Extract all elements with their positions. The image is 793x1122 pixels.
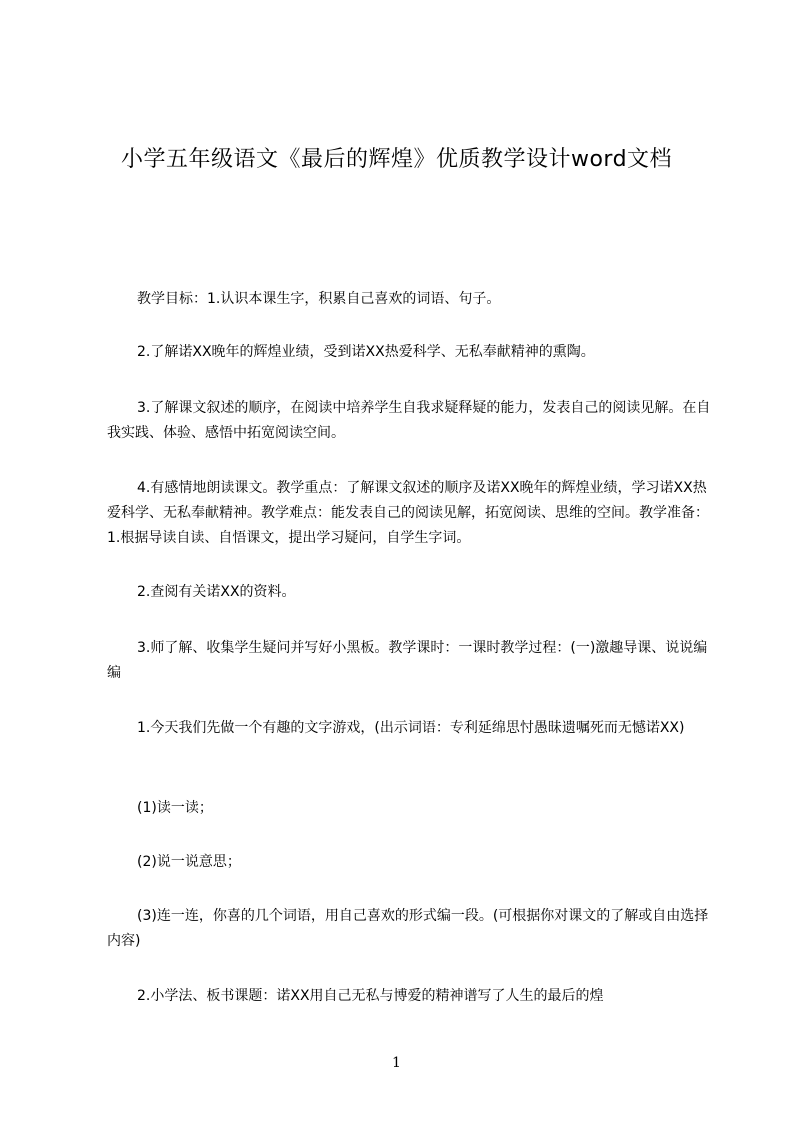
paragraph: (1)读一读； (137, 800, 213, 816)
document-title: 小学五年级语文《最后的辉煌》优质教学设计word文档 (120, 147, 673, 172)
paragraph: 2.了解诺XX晚年的辉煌业绩，受到诺XX热爱科学、无私奉献精神的熏陶。 (137, 344, 595, 360)
paragraph: 1.今天我们先做一个有趣的文字游戏，(出示词语：专利延绵思忖愚昧遗嘱死而无憾诺XX) (137, 720, 685, 736)
paragraph: 2.小学法、板书课题：诺XX用自己无私与博爱的精神谱写了人生的最后的煌 (137, 988, 604, 1004)
page-number: 1 (392, 1055, 401, 1071)
paragraph: 2.查阅有关诺XX的资料。 (137, 584, 296, 600)
paragraph: 3.师了解、收集学生疑问并写好小黑板。教学课时：一课时教学过程：(一)激趣导课、说说编编 (107, 640, 708, 681)
paragraph: 3.了解课文叙述的顺序，在阅读中培养学生自我求疑释疑的能力，发表自己的阅读见解。在自我实践、体验、感悟中拓宽阅读空间。 (107, 400, 711, 441)
paragraph: (2)说一说意思； (137, 854, 241, 870)
paragraph: 4.有感情地朗读课文。教学重点：了解课文叙述的顺序及诺XX晚年的辉煌业绩，学习诺XX热爱科学、无私奉献精神。教学难点：能发表自己的阅读见解，拓宽阅读、思维的空间。教学准备：1.根据导读自读、自悟课文，提出学习疑问，自学生字词。 (107, 480, 709, 546)
paragraph: 教学目标：1.认识本课生字，积累自己喜欢的词语、句子。 (137, 291, 501, 307)
paragraph: (3)连一连，你喜的几个词语，用自己喜欢的形式编一段。(可根据你对课文的了解或自由选择内容) (107, 908, 709, 949)
